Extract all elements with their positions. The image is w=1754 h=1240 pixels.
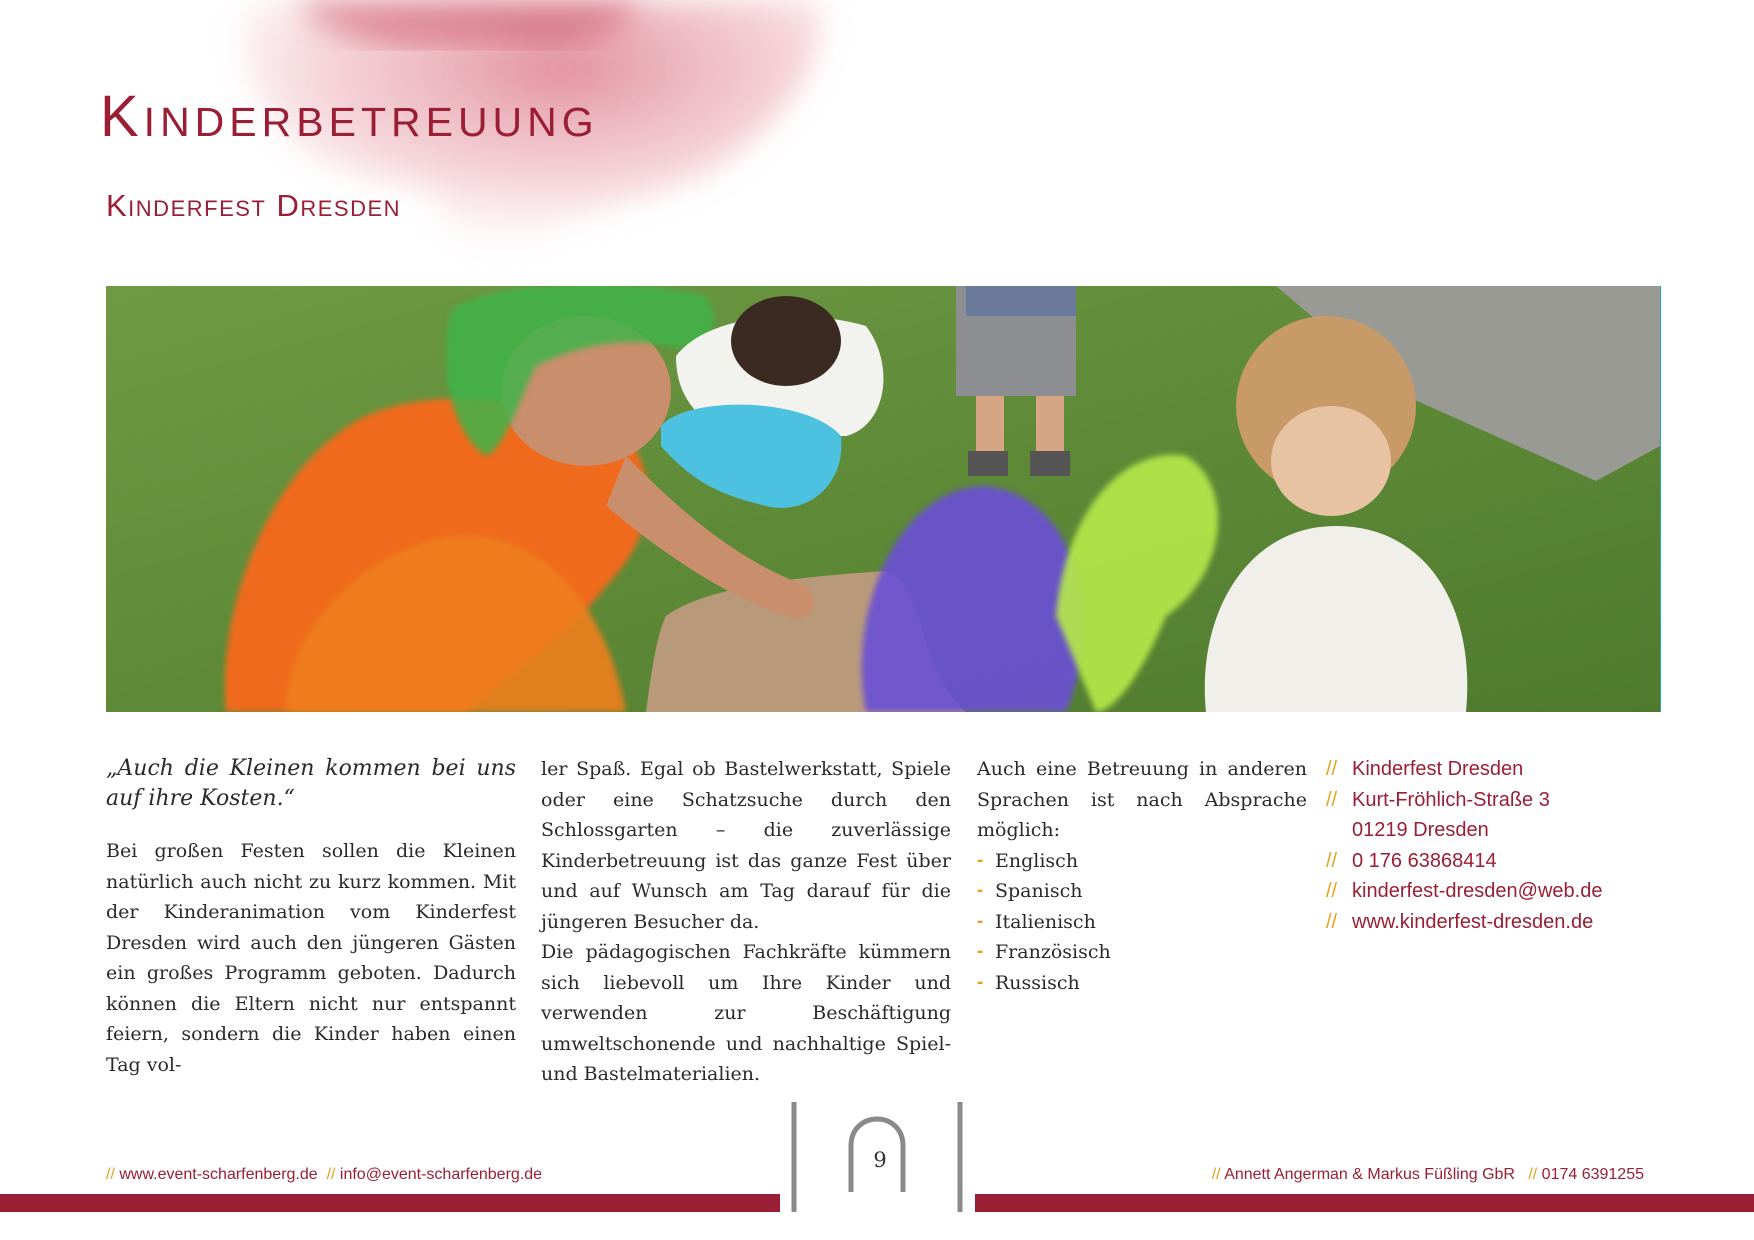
watercolor-splash-decoration — [0, 0, 900, 300]
list-item: - Italienisch — [977, 907, 1307, 938]
dash-bullet-icon: - — [977, 971, 984, 993]
text-column-1 — [106, 754, 516, 1080]
page-subtitle: Kinderfest Dresden — [106, 188, 402, 223]
intro-quote: „Auch die Kleinen kommen bei uns auf ihre Kosten.“ — [106, 756, 516, 811]
list-item: - Russisch — [977, 968, 1307, 999]
contact-name: // Kinderfest Dresden — [1326, 758, 1524, 780]
contact-block — [1326, 754, 1726, 937]
languages-intro: Auch eine Betreuung in anderen Sprachen ist nach Absprache möglich: — [977, 758, 1307, 841]
footer-right: // Annett Angerman & Markus Füßling GbR // 0174 6391255 — [1211, 1166, 1644, 1183]
dash-bullet-icon: - — [977, 849, 984, 871]
page-number: 9 — [873, 1148, 887, 1172]
text-column-2 — [541, 754, 951, 1090]
children-activity-photo — [106, 286, 1661, 712]
contact-website[interactable]: // www.kinderfest-dresden.de — [1326, 910, 1594, 933]
dash-bullet-icon: - — [977, 941, 984, 962]
footer-email-link[interactable]: info@event-scharfenberg.de — [339, 1166, 543, 1183]
contact-phone: // 0 176 63868414 — [1326, 849, 1497, 872]
contact-email[interactable]: // kinderfest-dresden@web.de — [1326, 880, 1603, 902]
footer-website-link[interactable]: www.event-scharfenberg.de — [119, 1166, 318, 1183]
body-paragraph-1-part-2: ler Spaß. Egal ob Bastelwerkstatt, Spiele oder eine Schatzsuche durch den Schlossgarten – die zuverlässige Kinderbetreuung ist das ganze Fest über und auf Wunsch am Tag darauf für die jüngeren Besucher da. — [541, 758, 951, 933]
footer-bar-right — [975, 1194, 1754, 1212]
list-item: - Französisch — [977, 937, 1307, 968]
contact-street: // Kurt-Fröhlich-Straße 3 — [1326, 788, 1550, 811]
page-title: Kinderbetreuung — [100, 84, 599, 149]
footer-phone: 0174 6391255 — [1541, 1166, 1644, 1183]
dash-bullet-icon: - — [977, 880, 984, 901]
body-paragraph-1-part-1: Bei großen Festen sollen die Kleinen natürlich auch nicht zu kurz kommen. Mit der Kinderanimation vom Kinderfest Dresden wird auch den jüngeren Gästen ein großes Programm geboten. Dadurch können die Eltern nicht nur entspannt feiern, sondern die Kinder haben einen Tag vol- — [106, 840, 516, 1076]
languages-list — [977, 846, 1307, 999]
list-item: - Englisch — [977, 846, 1307, 877]
contact-city: 01219 Dresden — [1352, 819, 1489, 841]
footer-left: // www.event-scharfenberg.de // info@event-scharfenberg.de — [106, 1166, 543, 1183]
dash-bullet-icon: - — [977, 910, 984, 932]
text-column-3 — [977, 754, 1307, 998]
body-paragraph-2: Die pädagogischen Fachkräfte kümmern sich liebevoll um Ihre Kinder und verwenden zur Beschäftigung umweltschonende und nachhaltige Spiel- und Bastelmaterialien. — [541, 941, 951, 1085]
footer-company: Annett Angerman & Markus Füßling GbR — [1224, 1166, 1515, 1183]
list-item: - Spanisch — [977, 876, 1307, 907]
footer-bar-left — [0, 1194, 780, 1212]
